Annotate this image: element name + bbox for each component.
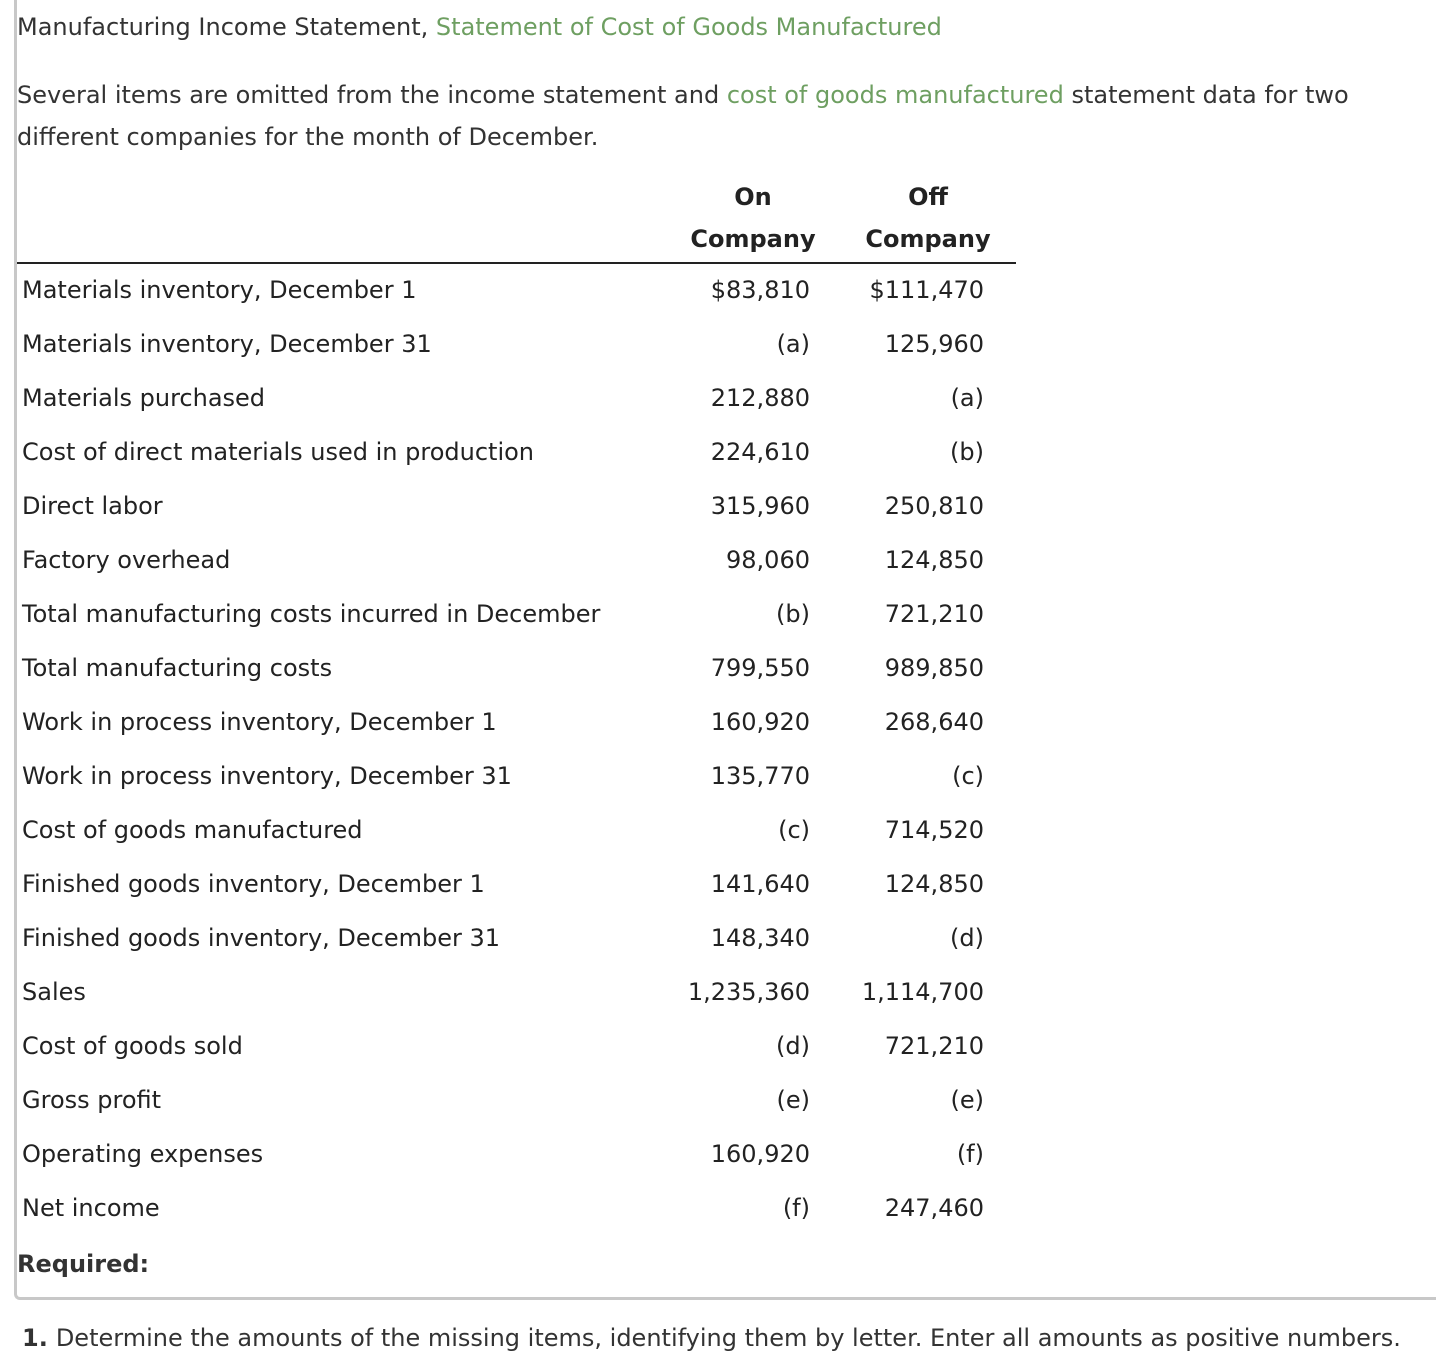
required-heading: Required:: [17, 1250, 150, 1278]
off-company-value: 124,850: [884, 870, 984, 898]
on-company-value: 212,880: [710, 384, 810, 412]
intro-link[interactable]: cost of goods manufactured: [726, 81, 1064, 109]
off-company-value: 714,520: [884, 816, 984, 844]
on-company-value: 1,235,360: [687, 978, 810, 1006]
off-company-value: (e): [950, 1086, 984, 1114]
row-label: Sales: [22, 978, 86, 1006]
table-row: [17, 858, 1016, 912]
row-label: Work in process inventory, December 1: [22, 708, 497, 736]
row-label: Factory overhead: [22, 546, 231, 574]
table-row: [17, 588, 1016, 642]
row-label: Materials inventory, December 1: [22, 276, 417, 304]
title-link[interactable]: Statement of Cost of Goods Manufactured: [435, 13, 942, 41]
row-label: Total manufacturing costs incurred in December: [22, 600, 601, 628]
row-label: Total manufacturing costs: [22, 654, 333, 682]
row-label: Cost of goods manufactured: [22, 816, 363, 844]
on-company-value: (e): [776, 1086, 810, 1114]
table-row: [17, 534, 1016, 588]
intro-text-after: statement data for two different companies for the month of December.: [17, 81, 1349, 151]
table-header: [17, 172, 1016, 264]
table-row: [17, 1128, 1016, 1182]
intro-paragraph: [17, 74, 1417, 158]
row-label: Direct labor: [22, 492, 163, 520]
table-row: [17, 1074, 1016, 1128]
question-item: [22, 1324, 1401, 1352]
table-row: [17, 804, 1016, 858]
off-company-value: $111,470: [869, 276, 984, 304]
on-company-value: 799,550: [710, 654, 810, 682]
off-company-value: 989,850: [884, 654, 984, 682]
on-company-value: 160,920: [710, 708, 810, 736]
table-row: [17, 372, 1016, 426]
on-company-value: 315,960: [710, 492, 810, 520]
on-company-value: 141,640: [710, 870, 810, 898]
data-table: [17, 172, 1016, 1236]
off-company-value: (b): [950, 438, 984, 466]
on-company-value: $83,810: [710, 276, 810, 304]
row-label: Materials purchased: [22, 384, 266, 412]
question-number: 1.: [22, 1324, 48, 1352]
on-company-value: (c): [778, 816, 810, 844]
table-row: [17, 750, 1016, 804]
table-row: [17, 318, 1016, 372]
on-company-value: 160,920: [710, 1140, 810, 1168]
table-row: [17, 966, 1016, 1020]
row-label: Finished goods inventory, December 1: [22, 870, 485, 898]
title-prefix: Manufacturing Income Statement,: [17, 13, 436, 41]
table-row: [17, 426, 1016, 480]
off-company-value: (d): [950, 924, 984, 952]
row-label: Finished goods inventory, December 31: [22, 924, 501, 952]
off-company-value: (a): [950, 384, 984, 412]
column-header-line1: On: [734, 183, 772, 211]
table-row: [17, 696, 1016, 750]
question-text: Determine the amounts of the missing items, identifying them by letter. Enter all amounts as positive numbers.: [55, 1324, 1401, 1352]
off-company-value: 247,460: [884, 1194, 984, 1222]
table-body: [17, 264, 1016, 1236]
off-company-value: 721,210: [884, 1032, 984, 1060]
row-label: Cost of goods sold: [22, 1032, 243, 1060]
column-header-on-company: [683, 176, 823, 260]
intro-text-before: Several items are omitted from the income statement and: [17, 81, 727, 109]
column-header-line2: Company: [690, 225, 816, 253]
row-label: Work in process inventory, December 31: [22, 762, 512, 790]
table-row: [17, 642, 1016, 696]
off-company-value: 125,960: [884, 330, 984, 358]
off-company-value: 250,810: [884, 492, 984, 520]
column-header-line1: Off: [908, 183, 948, 211]
row-label: Gross profit: [22, 1086, 162, 1114]
off-company-value: 1,114,700: [861, 978, 984, 1006]
on-company-value: (d): [776, 1032, 810, 1060]
off-company-value: (c): [952, 762, 984, 790]
off-company-value: (f): [956, 1140, 984, 1168]
off-company-value: 721,210: [884, 600, 984, 628]
table-row: [17, 264, 1016, 318]
column-header-line2: Company: [865, 225, 991, 253]
table-row: [17, 912, 1016, 966]
on-company-value: 224,610: [710, 438, 810, 466]
table-row: [17, 480, 1016, 534]
on-company-value: 148,340: [710, 924, 810, 952]
on-company-value: (a): [776, 330, 810, 358]
row-label: Net income: [22, 1194, 160, 1222]
off-company-value: 124,850: [884, 546, 984, 574]
row-label: Materials inventory, December 31: [22, 330, 432, 358]
on-company-value: 98,060: [726, 546, 810, 574]
row-label: Operating expenses: [22, 1140, 264, 1168]
on-company-value: 135,770: [710, 762, 810, 790]
row-label: Cost of direct materials used in production: [22, 438, 535, 466]
on-company-value: (f): [782, 1194, 810, 1222]
table-row: [17, 1182, 1016, 1236]
off-company-value: 268,640: [884, 708, 984, 736]
table-row: [17, 1020, 1016, 1074]
page-title: [17, 12, 942, 42]
on-company-value: (b): [776, 600, 810, 628]
column-header-off-company: [859, 176, 997, 260]
